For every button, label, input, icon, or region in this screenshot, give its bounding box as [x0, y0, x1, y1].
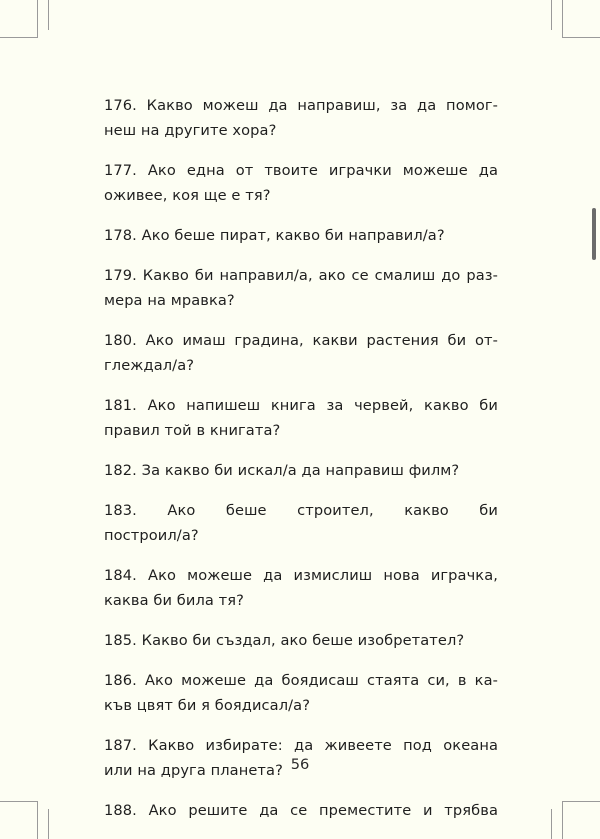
question-item: [104, 628, 498, 653]
question-item: [104, 563, 498, 613]
crop-mark: [0, 801, 38, 802]
crop-mark: [562, 801, 563, 839]
question-line: 185. Какво би създал, ако беше изобретател?: [104, 632, 465, 649]
question-line: 183. Ако беше строител, какво би: [104, 502, 498, 519]
question-line: построил/а?: [104, 527, 199, 544]
crop-mark: [37, 801, 38, 839]
question-item: [104, 93, 498, 143]
question-item: [104, 393, 498, 443]
crop-mark: [37, 0, 38, 38]
question-line: къв цвят би я боядисал/а?: [104, 697, 311, 714]
question-line: 187. Какво избирате: да живеете под океана: [104, 737, 498, 754]
question-line: или на друга планета?: [104, 762, 283, 779]
crop-mark: [48, 0, 49, 30]
question-item: [104, 668, 498, 718]
question-line: 180. Ако имаш градина, какви растения би от-: [104, 332, 498, 349]
crop-mark: [562, 37, 600, 38]
question-line: 179. Какво би направил/а, ако се смалиш до раз-: [104, 267, 498, 284]
question-line: 186. Ако можеше да боядисаш стаята си, в ка-: [104, 672, 498, 689]
question-item: [104, 328, 498, 378]
question-item: [104, 158, 498, 208]
question-line: 188. Ако решите да се преместите и трябва: [104, 802, 498, 819]
question-line: неш на другите хора?: [104, 122, 277, 139]
crop-mark: [562, 801, 600, 802]
question-line: 176. Какво можеш да направиш, за да помог-: [104, 97, 498, 114]
question-item: [104, 498, 498, 548]
crop-mark: [0, 37, 38, 38]
crop-mark: [551, 0, 552, 30]
question-line: правил той в книгата?: [104, 422, 281, 439]
question-line: 177. Ако една от твоите играчки можеше да: [104, 162, 498, 179]
question-line: глеждал/а?: [104, 357, 195, 374]
question-line: мера на мравка?: [104, 292, 235, 309]
question-line: 178. Ако беше пират, какво би направил/а?: [104, 227, 445, 244]
question-item: [104, 223, 498, 248]
question-line: каква би била тя?: [104, 592, 244, 609]
scrollbar-thumb[interactable]: [592, 208, 596, 260]
question-line: оживее, коя ще е тя?: [104, 187, 271, 204]
crop-mark: [48, 809, 49, 839]
question-line: 184. Ако можеше да измислиш нова играчка,: [104, 567, 498, 584]
question-item: [104, 798, 498, 823]
question-list: [104, 93, 498, 838]
page-number: 56: [290, 756, 310, 773]
question-line: 182. За какво би искал/а да направиш филм?: [104, 462, 460, 479]
question-line: 181. Ако напишеш книга за червей, какво би: [104, 397, 498, 414]
crop-mark: [562, 0, 563, 38]
question-item: [104, 458, 498, 483]
question-item: [104, 263, 498, 313]
crop-mark: [551, 809, 552, 839]
